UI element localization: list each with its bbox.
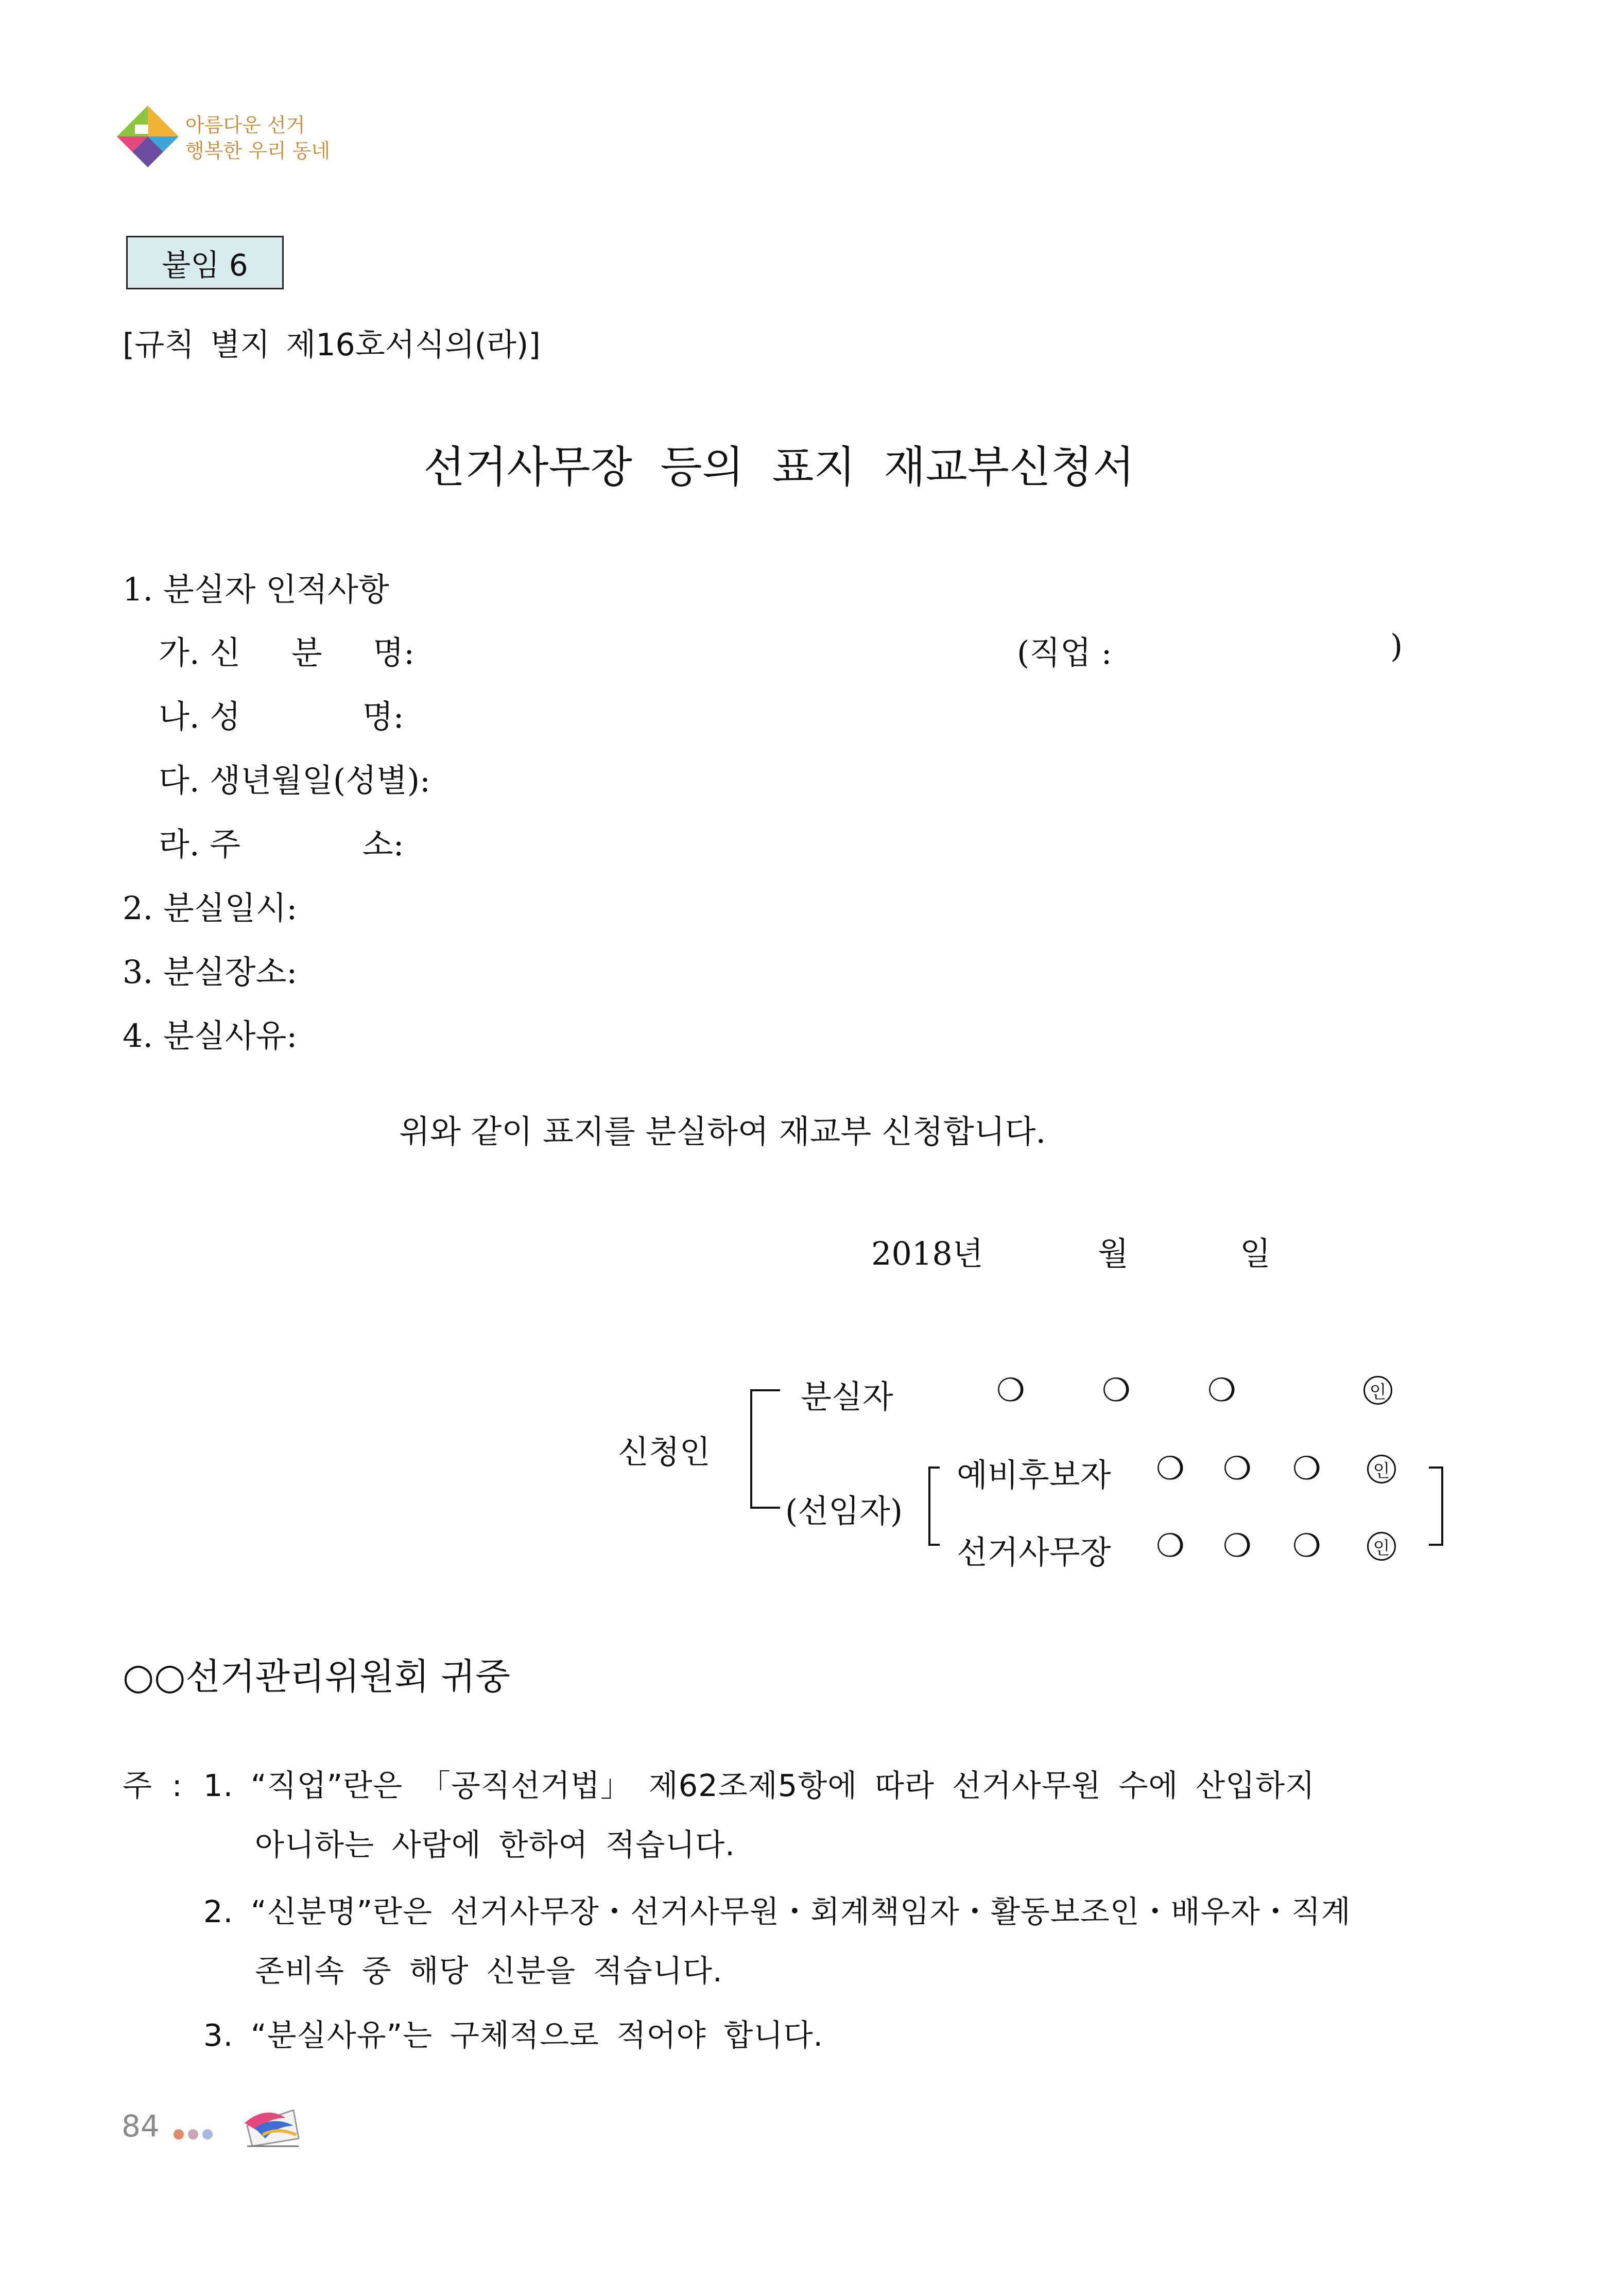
campaign-manager-label: 선거사무장 xyxy=(957,1533,1111,1571)
statement-text: 위와 같이 표지를 분실하여 재교부 신청합니다. xyxy=(399,1113,1046,1150)
name-placeholder-circle: ❍ xyxy=(1156,1527,1185,1564)
field-label-address: 라. 주 소: xyxy=(159,825,404,863)
field-label-job-close: ) xyxy=(1390,627,1403,665)
section1-heading: 1. 분실자 인적사항 xyxy=(123,571,389,608)
addressee: ○○선거관리위원회 귀중 xyxy=(123,1655,510,1698)
ballot-bird-icon xyxy=(237,2095,304,2151)
field-label-loss-place: 3. 분실장소: xyxy=(123,953,298,991)
field-label-birthdate: 다. 생년월일(성별): xyxy=(159,762,430,799)
page-number: 84 xyxy=(122,2109,160,2144)
attachment-label: 붙임 6 xyxy=(126,236,284,289)
note-3: 3. “분실사유”는 구체적으로 적어야 합니다. xyxy=(203,2017,824,2053)
note-1-line1: 1. “직업”란은 「공직선거법」 제62조제5항에 따라 선거사무원 수에 산입하지 xyxy=(203,1768,1316,1803)
document-title: 선거사무장 등의 표지 재교부신청서 xyxy=(423,442,1135,492)
name-placeholder-circle: ❍ xyxy=(1223,1450,1252,1487)
name-placeholder-circle: ❍ xyxy=(1207,1371,1236,1409)
field-label-name: 나. 성 명: xyxy=(159,698,404,735)
preliminary-candidate-label: 예비후보자 xyxy=(957,1456,1111,1494)
name-placeholder-circle: ❍ xyxy=(1292,1450,1321,1487)
notes-prefix: 주 : xyxy=(123,1768,183,1803)
field-label-status: 가. 신 분 명: xyxy=(159,634,414,671)
logo-text-line1: 아름다운 선거 xyxy=(185,114,305,136)
name-placeholder-circle: ❍ xyxy=(1223,1527,1252,1564)
date-year: 2018년 xyxy=(871,1235,983,1272)
page-dots-icon xyxy=(172,2127,224,2142)
name-placeholder-circle: ❍ xyxy=(996,1371,1025,1409)
field-label-loss-reason: 4. 분실사유: xyxy=(123,1017,298,1055)
rule-reference: [규칙 별지 제16호서식의(라)] xyxy=(123,327,541,363)
seal-mark: 인 xyxy=(1367,1532,1396,1561)
election-logo-icon xyxy=(114,103,181,170)
logo-text-line2: 행복한 우리 동네 xyxy=(185,140,331,162)
applicant-label: 신청인 xyxy=(618,1433,711,1471)
name-placeholder-circle: ❍ xyxy=(1292,1527,1321,1564)
date-day: 일 xyxy=(1240,1235,1271,1272)
seal-mark: 인 xyxy=(1367,1455,1396,1483)
note-1-line2: 아니하는 사람에 한하여 적습니다. xyxy=(255,1827,735,1862)
seal-mark: 인 xyxy=(1363,1376,1392,1405)
field-label-loss-date: 2. 분실일시: xyxy=(123,889,298,927)
note-2-line1: 2. “신분명”란은 선거사무장・선거사무원・회계책임자・활동보조인・배우자・직계 xyxy=(203,1894,1351,1929)
name-placeholder-circle: ❍ xyxy=(1156,1450,1185,1487)
field-label-job: (직업 : xyxy=(1017,634,1112,671)
applicant-loser-label: 분실자 xyxy=(801,1378,893,1416)
applicant-substitute-label: (선임자) xyxy=(785,1492,903,1530)
note-2-line2: 존비속 중 해당 신분을 적습니다. xyxy=(255,1953,723,1989)
name-placeholder-circle: ❍ xyxy=(1102,1371,1131,1409)
date-month: 월 xyxy=(1098,1235,1129,1272)
